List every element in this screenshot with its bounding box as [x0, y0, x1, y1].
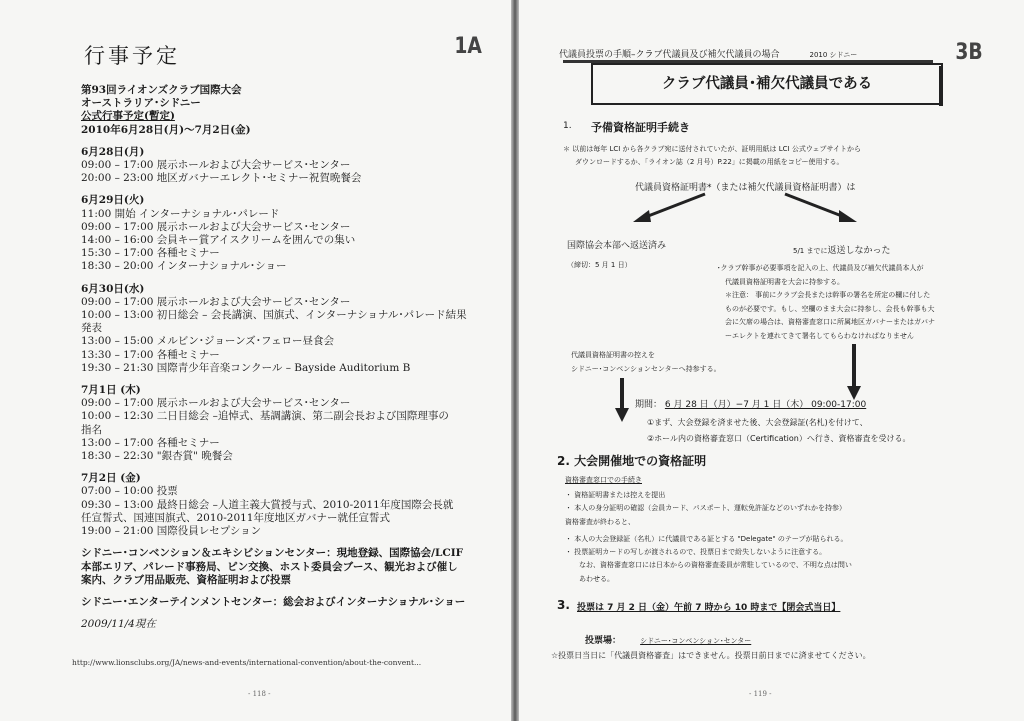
day-heading: 6月28日(月)	[81, 145, 145, 158]
event-line: 14:00 – 16:00 会員キー賞アイスクリームを囲んでの集い	[81, 234, 356, 247]
venue-label: 投票場：	[585, 636, 622, 646]
venue-line: 案内、クラブ用品販売、資格証明および投票	[81, 573, 291, 586]
section-1-title: 予備資格証明手続き	[591, 121, 690, 134]
convention-location: オーストラリア･シドニー	[81, 97, 201, 110]
convention-name: 第93回ライオンズクラブ国際大会	[81, 84, 242, 96]
section-3-number: 3.	[557, 598, 570, 612]
venue-line: シドニー･コンベンション＆エキシビションセンター：現地登録、国際協会/LCIF	[81, 547, 464, 560]
period-row	[635, 397, 866, 410]
final-note: ☆投票日当日に「代議員資格審査」はできません。投票日前日までに済ませてください。	[551, 651, 871, 660]
schedule-body	[81, 84, 481, 631]
binding-gutter	[511, 0, 519, 721]
day-heading: 7月1日 (木)	[81, 384, 141, 397]
event-line: 20:00 – 23:00 地区ガバナーエレクト･セミナー祝賀晩餐会	[81, 172, 362, 185]
event-line: 07:00 – 10:00 投票	[81, 485, 178, 498]
list-item: 資格審査が終わると、	[565, 517, 635, 526]
event-line: 指名	[81, 423, 102, 436]
schedule-status: 公式行事予定(暫定)	[81, 110, 175, 123]
instruction-line: 代議員資格証明書を大会に持参する。	[725, 277, 844, 286]
page-tag: 3B	[955, 40, 983, 65]
event-line: 13:00 – 15:00 メルビン･ジョーンズ･フェロー昼食会	[81, 335, 335, 348]
event-line: 10:00 – 12:30 二日目総会 –追悼式、基調講演、第二副会長および国際理事の	[81, 410, 449, 423]
arrow-right-icon	[781, 190, 861, 226]
warning-line: 会に欠席の場合は、資格審査窓口に所属地区ガバナーまたはガバナ	[725, 318, 935, 326]
step-1: ①まず、大会登録を済ませた後、大会登録証(名札)を付けて、	[647, 418, 868, 427]
note-line: ＊ 以前は毎年 LCI から各クラブ宛に送付されていたが、証明用紙は LCI 公式ウェブサイトから	[563, 145, 862, 153]
keep-copy-note	[571, 348, 721, 376]
branch-left-deadline: （締切：5 月 1 日）	[567, 261, 632, 269]
arrow-down-right-icon	[847, 344, 861, 400]
title-box: クラブ代議員･補欠代議員である	[591, 63, 943, 105]
event-line: 任宣誓式、国連国旗式、2010-2011年度地区ガバナー就任宣誓式	[81, 511, 390, 524]
left-page	[0, 0, 511, 721]
note-line: ダウンロードするか、「ライオン誌（2 月号）P.22」に掲載の用紙をコピー使用する。	[575, 158, 844, 166]
branch-left: 国際協会本部へ返送済み	[567, 241, 667, 251]
page-number: - 118 -	[248, 690, 271, 698]
event-line: 13:30 – 17:00 各種セミナー	[81, 348, 220, 361]
event-line: 09:00 – 17:00 展示ホールおよび大会サービス･センター	[81, 397, 351, 410]
arrow-left-icon	[629, 190, 709, 226]
event-line: 09:00 – 17:00 展示ホールおよび大会サービス･センター	[81, 295, 351, 308]
period-value: 6 月 28 日（月）−7 月 1 日（木） 09:00-17:00	[664, 400, 867, 410]
page-title: 行事予定	[84, 44, 180, 68]
warning-line: ものが必要です。もし、空欄のまま大会に持参し、会長も幹事も大	[725, 304, 935, 313]
page-number: - 119 -	[749, 690, 772, 698]
section-2-subtitle: 資格審査窓口での手続き	[565, 476, 642, 484]
event-line: 09:30 – 13:00 最終日総会 –人道主義大賞授与式、2010-2011年度国際会長就	[81, 498, 454, 511]
section-2-list	[565, 489, 852, 586]
warning-line: ＊注意： 事前にクラブ会長または幹事の署名を所定の欄に付した	[725, 291, 931, 299]
source-url: http://www.lionsclubs.org/JA/news-and-events/international-convention/about-the-convent...	[72, 658, 422, 667]
page-tag: 1A	[454, 34, 482, 59]
section-2-title: 2. 大会開催地での資格証明	[557, 454, 707, 468]
event-line: 15:30 – 17:00 各種セミナー	[81, 247, 220, 260]
list-item: ・ 本人の身分証明の確認（会員カード、パスポート、運転免許証などのいずれかを持参）	[565, 504, 846, 513]
section-3-title: 投票は 7 月 2 日（金）午前 7 時から 10 時まで【閉会式当日】	[577, 603, 841, 613]
list-item: あわせる。	[579, 574, 614, 583]
as-of-date: 2009/11/4現在	[81, 618, 156, 631]
event-line: 19:30 – 21:30 国際青少年音楽コンクール – Bayside Auditorium B	[81, 361, 411, 374]
branch-right	[793, 238, 891, 257]
event-line: 13:00 – 17:00 各種セミナー	[81, 436, 220, 449]
page-header	[559, 47, 857, 60]
keep-copy-line: 代議員資格証明書の控えを	[571, 351, 655, 359]
venue-line: 本部エリア、パレード事務局、ピン交換、ホスト委員会ブース、観光および催し	[81, 560, 458, 573]
list-item: ・ 本人の大会登録証（名札）に代議員である証とする "Delegate" のテープが貼られる。	[565, 534, 848, 543]
period-label: 期間：	[635, 400, 663, 410]
convention-dates: 2010年6月28日(月)〜7月2日(金)	[81, 123, 251, 136]
day-heading: 7月2日 (金)	[81, 472, 141, 485]
event-line: 10:00 – 13:00 初日総会 – 会長講演、国旗式、インターナショナル･パレード結果	[81, 309, 467, 322]
day-heading: 6月30日(水)	[81, 282, 145, 295]
list-item: ・ 投票証明カードの写しが渡されるので、投票日まで紛失しないように注意する。	[565, 548, 827, 557]
branch-right-prefix: 5/1 までに	[793, 247, 828, 255]
event-line: 09:00 – 17:00 展示ホールおよび大会サービス･センター	[81, 159, 351, 172]
list-item: ・ 資格証明書または控えを提出	[565, 491, 666, 499]
keep-copy-line: シドニー･コンベンションセンターへ持参する。	[571, 365, 721, 373]
section-1-number: 1.	[563, 121, 572, 131]
header-note: 2010 シドニー	[809, 51, 858, 59]
day-heading: 6月29日(火)	[81, 194, 145, 207]
venue-value: シドニー･コンベンション･センター	[640, 637, 752, 645]
certificate-line: 代議員資格証明書*（または補欠代議員資格証明書）は	[635, 183, 856, 193]
event-line: 19:00 – 21:00 国際役員レセプション	[81, 525, 262, 538]
voting-venue	[585, 628, 751, 647]
step-2: ②ホール内の資格審査窓口（Certification）へ行き、資格審査を受ける。	[647, 434, 911, 443]
club-instructions	[717, 262, 935, 343]
event-line: 18:30 – 22:30 "銀杏賞" 晩餐会	[81, 450, 233, 463]
list-item: なお、資格審査窓口には日本からの資格審査委員が常駐しているので、不明な点は問い	[579, 561, 852, 570]
event-line: 発表	[81, 322, 102, 335]
venue2-line: シドニー･エンターテインメントセンター：総会およびインターナショナル･ショー	[81, 595, 466, 608]
event-line: 11:00 開始 インターナショナル･パレード	[81, 207, 280, 220]
warning-line: ーエレクトを連れてきて署名してもらわなければなりません	[725, 331, 914, 340]
event-line: 18:30 – 20:00 インターナショナル･ショー	[81, 260, 287, 273]
right-page	[519, 0, 1024, 721]
branch-right-text: 返送しなかった	[827, 246, 891, 256]
instruction-line: ･クラブ幹事が必要事項を記入の上、代議員及び補欠代議員本人が	[717, 264, 924, 272]
arrow-down-left-icon	[615, 378, 629, 422]
event-line: 09:00 – 17:00 展示ホールおよび大会サービス･センター	[81, 220, 351, 233]
header-text: 代議員投票の手順–クラブ代議員及び補欠代議員の場合	[559, 50, 780, 60]
